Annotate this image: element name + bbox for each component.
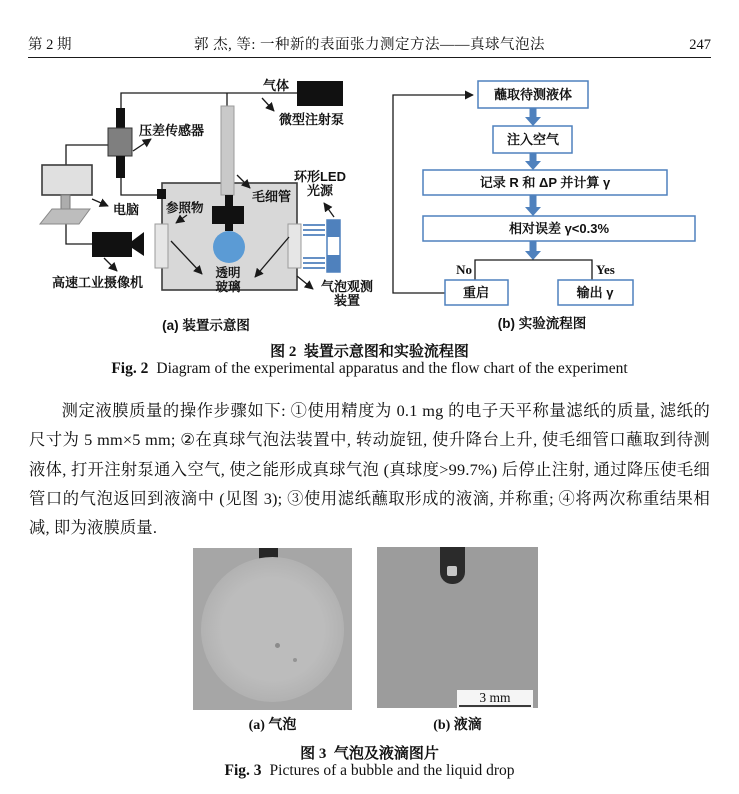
figure2-caption-en-text: Diagram of the experimental apparatus and the flow chart of the experiment	[156, 360, 628, 377]
arrow-to-observer-label	[297, 276, 313, 289]
flow-step4-label: 相对误差 γ<0.3%	[508, 221, 610, 236]
flowchart-subcaption: (b) 实验流程图	[497, 316, 587, 331]
reference-object	[212, 206, 244, 224]
flow-yes-label: Yes	[596, 262, 615, 277]
flow-arrow-1	[525, 108, 541, 126]
bubble-speck-2	[293, 658, 297, 662]
label-observer-1: 气泡观测	[320, 279, 374, 294]
flow-arrow-3	[525, 195, 541, 216]
label-pressure-sensor: 压差传感器	[139, 123, 205, 138]
reference-stem-top	[225, 195, 233, 206]
figure2-caption-en	[0, 360, 739, 378]
photo-droplet	[377, 547, 538, 708]
flow-step2-label: 注入空气	[506, 132, 560, 147]
sensor-to-chamber-line	[121, 178, 158, 195]
label-led-1: 环形LED	[293, 169, 347, 184]
computer-to-sensor-line	[66, 145, 108, 165]
page-header	[28, 33, 711, 58]
computer-to-camera-line	[66, 222, 92, 244]
scale-bar-line	[459, 705, 531, 707]
figure2-caption-cn-prefix: 图 2	[270, 344, 297, 360]
experiment-flowchart	[393, 81, 695, 331]
flow-step3-label: 记录 R 和 ΔP 并计算 γ	[479, 175, 611, 190]
syringe-pump-box	[297, 81, 343, 106]
bubble-speck-1	[275, 643, 280, 648]
figure2-diagram	[0, 75, 739, 337]
label-observer-2: 装置	[333, 293, 361, 308]
flow-step1-label: 蘸取待测液体	[493, 87, 573, 102]
figure3-caption-cn-text: 气泡及液滴图片	[333, 746, 439, 762]
label-glass-2: 玻璃	[215, 280, 241, 294]
bubble-photo-circle	[201, 557, 344, 702]
apparatus-subcaption: (a) 装置示意图	[162, 318, 250, 333]
label-reference: 参照物	[166, 201, 204, 215]
flow-branch-line	[475, 260, 592, 280]
reference-stem-bottom	[225, 224, 233, 231]
scale-bar-label: 3 mm	[479, 690, 511, 705]
arrow-to-led-label	[324, 203, 334, 217]
figure2-caption-cn-text: 装置示意图和实验流程图	[303, 344, 469, 360]
page-number: 247	[689, 37, 711, 53]
figure3-caption-en-prefix: Fig. 3	[224, 762, 262, 779]
sensor-port-top	[116, 108, 125, 128]
glass-window-left	[155, 224, 168, 268]
droplet-glint	[447, 566, 457, 576]
flow-no-label: No	[456, 262, 472, 277]
bubble-shape	[213, 231, 245, 263]
capillary-tube	[221, 106, 234, 195]
arrow-to-pressure-sensor-label	[133, 139, 151, 151]
arrow-to-camera-label	[104, 258, 117, 271]
figure3-caption-en	[0, 762, 739, 780]
arrow-to-syringe-pump-label	[262, 98, 274, 111]
body-paragraph: 测定液膜质量的操作步骤如下: ①使用精度为 0.1 mg 的电子天平称量滤纸的质量, 滤纸的尺寸为 5 mm×5 mm; ②在真球气泡法装置中, 转动旋钮, 使升降台上升, 使毛细管口蘸取到待测液体, 打开注射泵通入空气, 使之能形成真球气泡 (真球度>99.7%) 后停止注射, 通过降压使毛细管口的气泡返回到液滴中 (见图 3); ③使用滤纸蘸取形成的液滴, 并称重; ④将两次称重结果相减, 即为液膜质量.	[29, 401, 710, 538]
label-syringe-pump: 微型注射泵	[279, 112, 345, 127]
label-glass-1: 透明	[215, 266, 241, 280]
camera-shape	[92, 232, 144, 257]
figure3-caption-en-text: Pictures of a bubble and the liquid drop	[269, 762, 515, 779]
figure3-subcaption-b: (b) 液滴	[433, 718, 482, 733]
running-title: 郭 杰, 等: 一种新的表面张力测定方法——真球气泡法	[193, 37, 546, 53]
ring-led	[303, 220, 340, 272]
droplet-capillary-tip	[440, 547, 465, 584]
flow-output-label: 输出 γ	[576, 285, 614, 300]
label-camera: 高速工业摄像机	[52, 275, 144, 290]
figure2-caption-en-prefix: Fig. 2	[111, 360, 149, 377]
journal-issue: 第 2 期	[28, 37, 72, 53]
chamber-port	[157, 189, 166, 199]
figure3-caption-cn	[0, 742, 739, 763]
computer-monitor	[40, 165, 92, 224]
flow-arrow-2	[525, 153, 541, 170]
glass-window-right	[288, 224, 301, 268]
arrow-to-computer-label	[92, 199, 108, 206]
label-led-2: 光源	[306, 183, 334, 198]
label-gas: 气体	[262, 78, 290, 93]
figure3-caption-cn-prefix: 图 3	[300, 746, 327, 762]
sensor-port-bottom	[116, 156, 125, 178]
gas-tube-line	[121, 93, 297, 108]
label-computer: 电脑	[113, 202, 140, 217]
flow-arrow-4	[525, 241, 541, 260]
flow-restart-label: 重启	[462, 285, 490, 300]
figure2-caption-cn	[0, 340, 739, 361]
pressure-sensor-box	[108, 128, 132, 156]
photo-bubble	[193, 548, 352, 710]
label-capillary: 毛细管	[252, 189, 292, 204]
figure3-subcaption-a: (a) 气泡	[248, 718, 297, 733]
scale-bar	[457, 690, 533, 708]
apparatus-schematic	[40, 78, 373, 333]
